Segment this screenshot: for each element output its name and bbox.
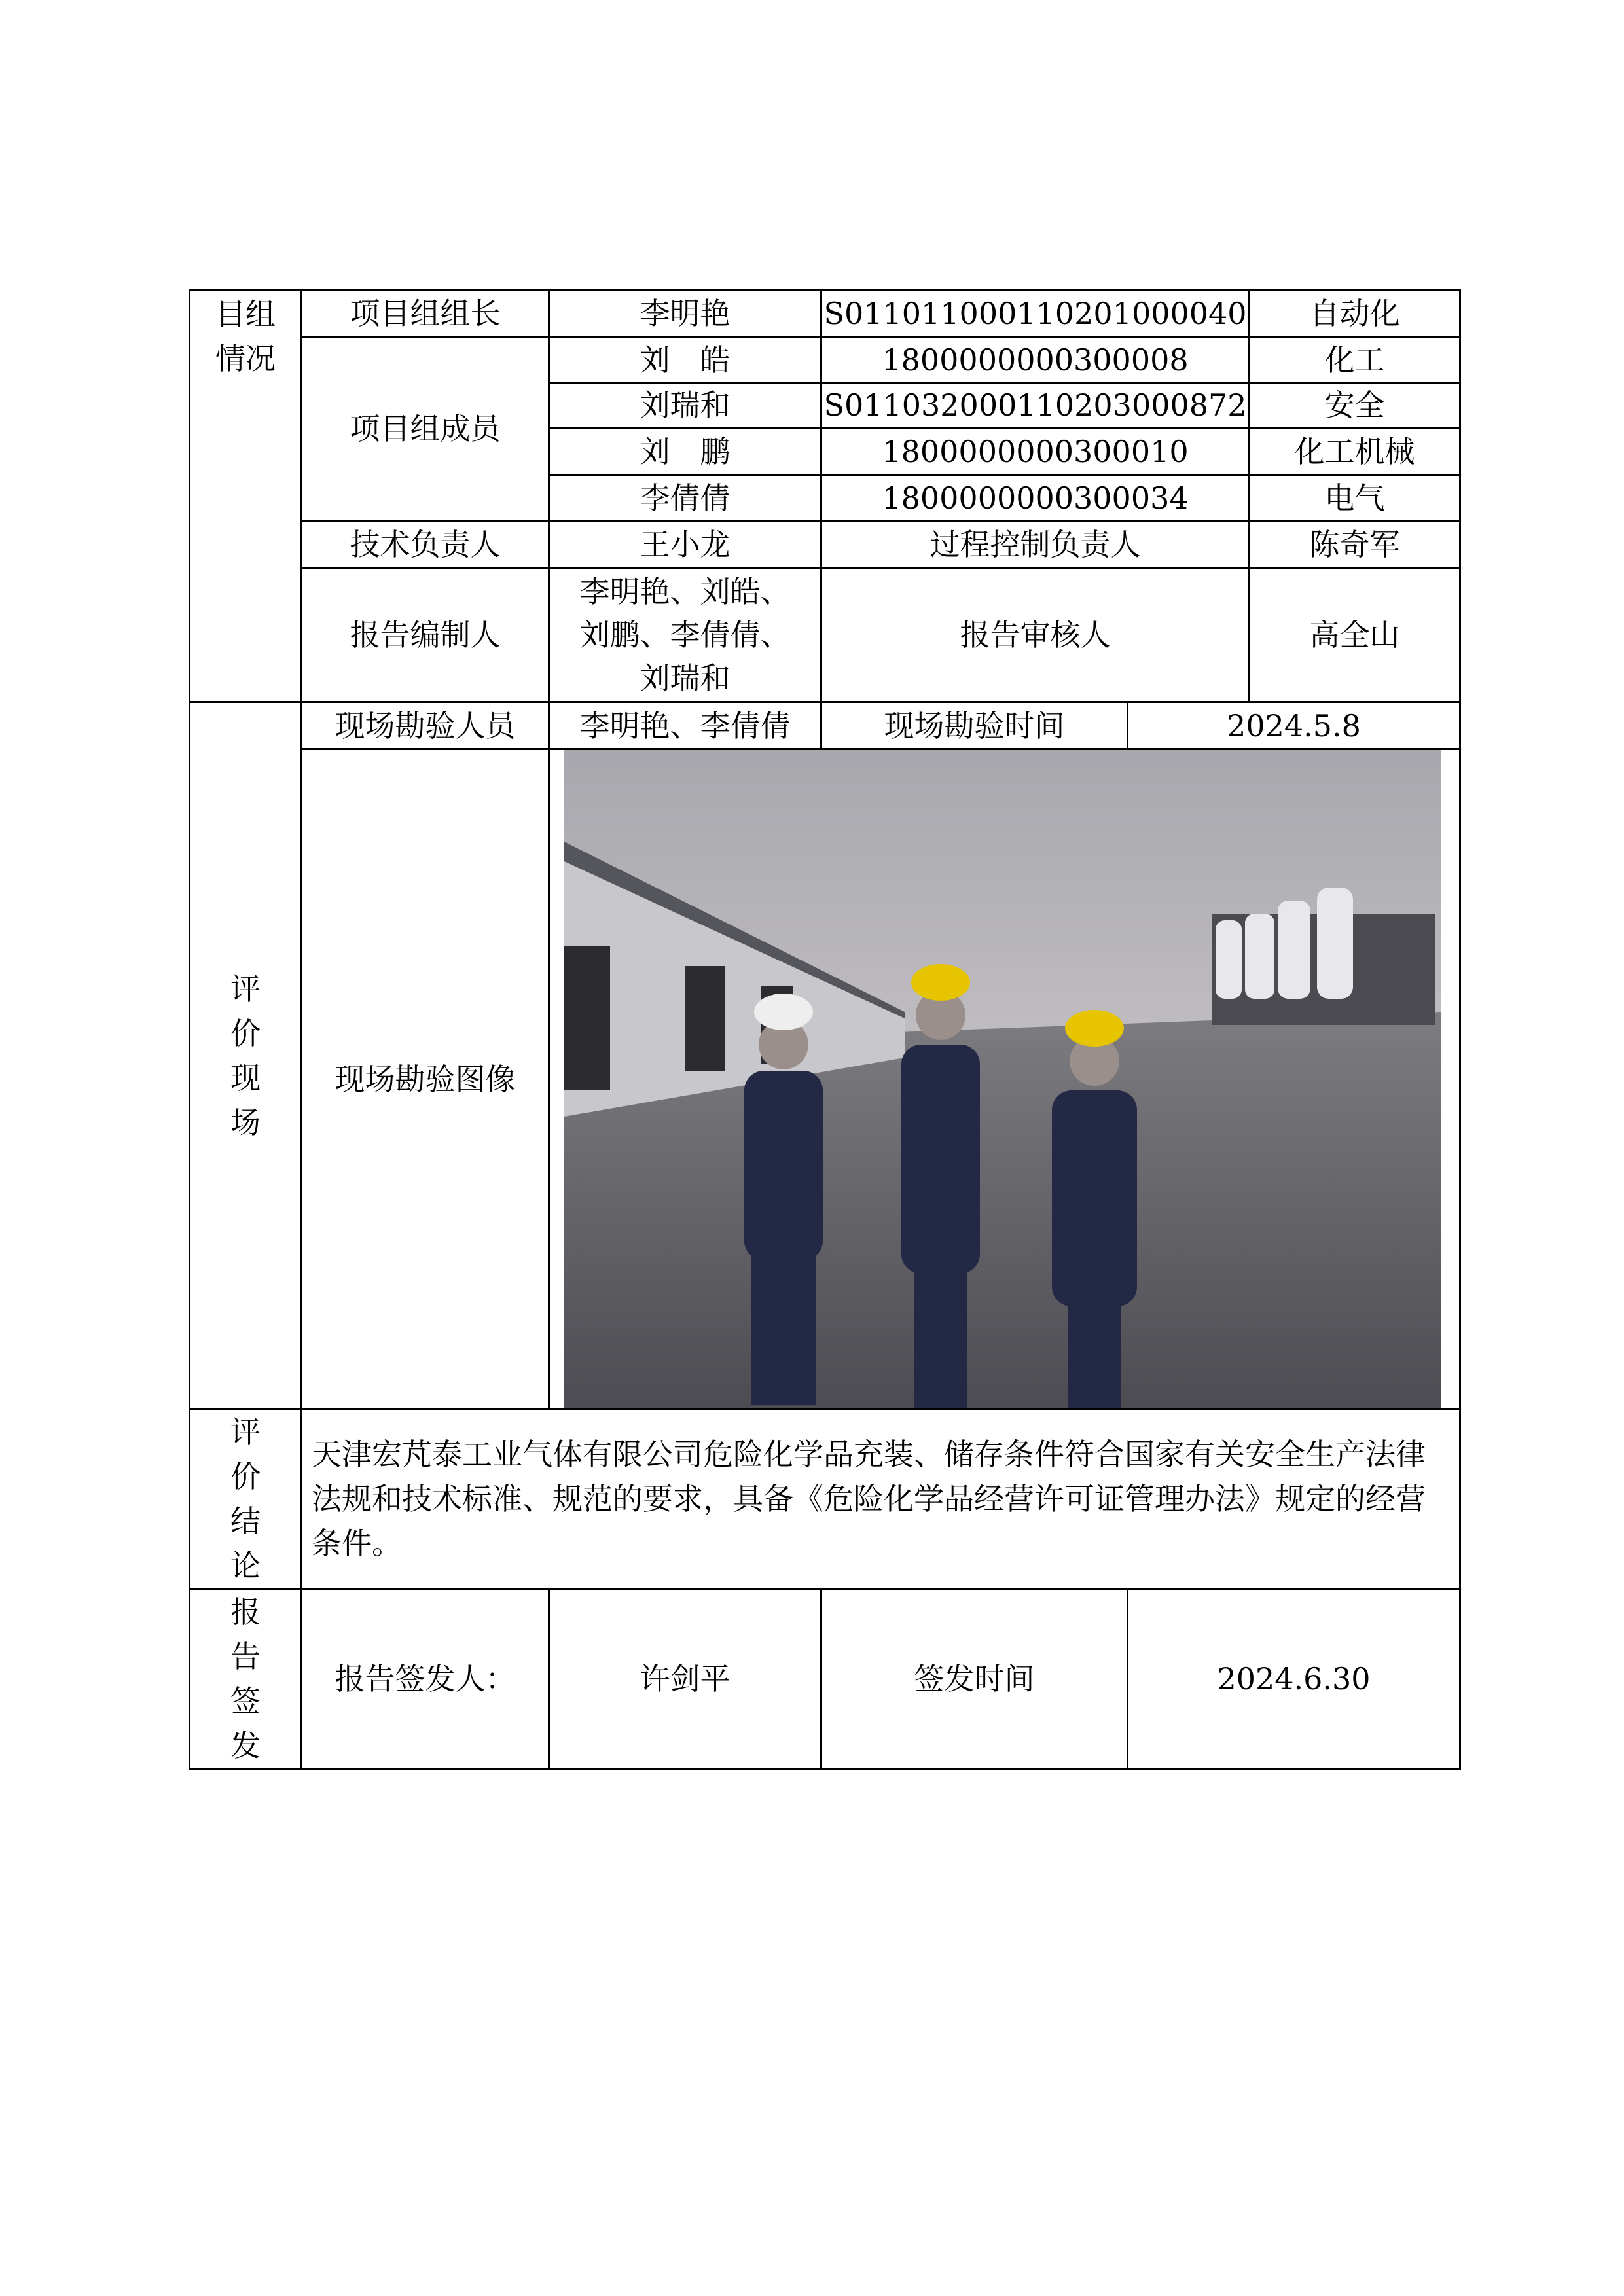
team-section-label [190,290,302,702]
member-specialty: 化工机械 [1250,428,1460,475]
members-label: 项目组成员 [302,337,549,521]
inspectors-label: 现场勘验人员 [302,702,549,749]
compilers [549,568,821,702]
tech-lead: 王小龙 [549,521,821,568]
process-lead-label: 过程控制负责人 [821,521,1250,568]
tech-lead-label: 技术负责人 [302,521,549,568]
member-id: 1800000000300034 [821,475,1250,521]
label-line: 情况 [215,341,276,376]
member-name: 刘瑞和 [549,383,821,428]
site-section-label [190,702,302,1409]
member-specialty: 化工 [1250,337,1460,383]
compiler-label: 报告编制人 [302,568,549,702]
member-name: 李倩倩 [549,475,821,521]
label-line: 结 论 [230,1503,280,1583]
site-inspection-photo [564,750,1441,1408]
member-id: 1800000000300010 [821,428,1250,475]
conclusion-text: 天津宏芃泰工业气体有限公司危险化学品充装、储存条件符合国家有关安全生产法律法规和技术标准、规范的要求，具备《危险化学品经营许可证管理办法》规定的经营条件。 [302,1409,1460,1589]
member-id: S011032000110203000872 [821,383,1250,428]
inspection-time: 2024.5.8 [1128,702,1460,749]
leader-name: 李明艳 [549,290,821,337]
label-line: 现 场 [230,1060,280,1140]
reviewer: 高全山 [1250,568,1460,702]
leader-specialty: 自动化 [1250,290,1460,337]
evaluation-summary-table [189,289,1461,1770]
label-line: 评 价 [230,971,280,1051]
compiler-line: 刘瑞和 [640,660,731,696]
label-line: 签 发 [230,1683,280,1763]
leader-id: S011011000110201000040 [821,290,1250,337]
reviewer-label: 报告审核人 [821,568,1250,702]
issue-section-label [190,1589,302,1769]
compiler-line: 刘鹏、李倩倩、 [579,617,791,653]
member-specialty: 电气 [1250,475,1460,521]
process-lead: 陈奇军 [1250,521,1460,568]
member-name: 刘 皓 [549,337,821,383]
label-line: 评 价 [230,1414,280,1494]
member-id: 1800000000300008 [821,337,1250,383]
inspection-time-label: 现场勘验时间 [821,702,1128,749]
issue-time: 2024.6.30 [1128,1589,1460,1769]
member-name: 刘 鹏 [549,428,821,475]
inspectors: 李明艳、李倩倩 [549,702,821,749]
site-photo-cell [549,749,1460,1409]
leader-label: 项目组组长 [302,290,549,337]
issue-time-label: 签发时间 [821,1589,1128,1769]
member-specialty: 安全 [1250,383,1460,428]
compiler-line: 李明艳、刘皓、 [579,574,791,609]
issuer: 许剑平 [549,1589,821,1769]
image-label: 现场勘验图像 [302,749,549,1409]
conclusion-section-label [190,1409,302,1589]
label-line: 目组 [215,296,276,332]
label-line: 报 告 [230,1594,280,1674]
issuer-label: 报告签发人： [302,1589,549,1769]
